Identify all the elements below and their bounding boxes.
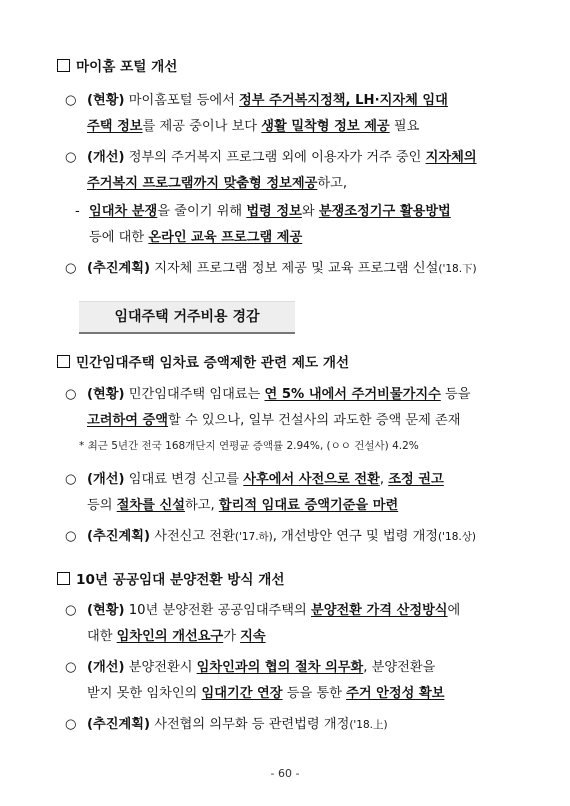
checkbox-square-icon <box>57 572 70 585</box>
checkbox-square-icon <box>57 59 70 72</box>
item-private-plan: ○ (추진계획) 사전신고 전환('17.하), 개선방안 연구 및 법령 개정('18.상) <box>65 529 476 544</box>
item-public-plan: ○ (추진계획) 사전협의 의무화 등 관련법령 개정('18.上) <box>65 717 388 732</box>
footnote-rent-increase: * 최근 5년간 전국 168개단지 연평균 증액률 2.94%, (ㅇㅇ 건설사) 4.2% <box>79 440 419 452</box>
item-public-improvement: ○ (개선) 분양전환시 임차인과의 협의 절차 의무화, 분양전환을 받지 못한 임차인의 임대기간 연장 등을 통한 주거 안정성 확보 <box>65 660 445 701</box>
item-private-status: ○ (현황) 민간임대주택 임대료는 연 5% 내에서 주거비물가지수 등을 고려하여 증액할 수 있으나, 일부 건설사의 과도한 증액 문제 존재 <box>65 387 471 428</box>
page-number: - 60 - <box>270 767 300 780</box>
section-heading-myhome-portal: 마이홈 포털 개선 <box>57 55 177 75</box>
item-myhome-plan: ○ (추진계획) 지자체 프로그램 정보 제공 및 교육 프로그램 신설('18.下) <box>65 261 477 276</box>
item-myhome-improvement: ○ (개선) 정부의 주거복지 프로그램 외에 이용자가 거주 중인 지자체의 주거복지 프로그램까지 맞춤형 정보제공하고, <box>65 150 477 191</box>
section-heading-private-rental: 민간임대주택 임차료 증액제한 관련 제도 개선 <box>57 351 349 371</box>
section-heading-public-rental: 10년 공공임대 분양전환 방식 개선 <box>57 568 285 588</box>
item-myhome-education: - 임대차 분쟁을 줄이기 위해 법령 정보와 분쟁조정기구 활용방법 등에 대한 온라인 교육 프로그램 제공 <box>75 204 451 245</box>
section-banner-rental-cost: 임대주택 거주비용 경감 <box>79 301 295 334</box>
item-public-status: ○ (현황) 10년 분양전환 공공임대주택의 분양전환 가격 산정방식에 대한 임차인의 개선요구가 지속 <box>65 603 461 644</box>
item-myhome-status: ○ (현황) 마이홈포털 등에서 정부 주거복지정책, LH·지자체 임대 주택 정보를 제공 중이나 보다 생활 밀착형 정보 제공 필요 <box>65 93 448 134</box>
item-private-improvement: ○ (개선) 임대료 변경 신고를 사후에서 사전으로 전환, 조정 권고 등의 절차를 신설하고, 합리적 임대료 증액기준을 마련 <box>65 472 444 513</box>
checkbox-square-icon <box>57 355 70 368</box>
